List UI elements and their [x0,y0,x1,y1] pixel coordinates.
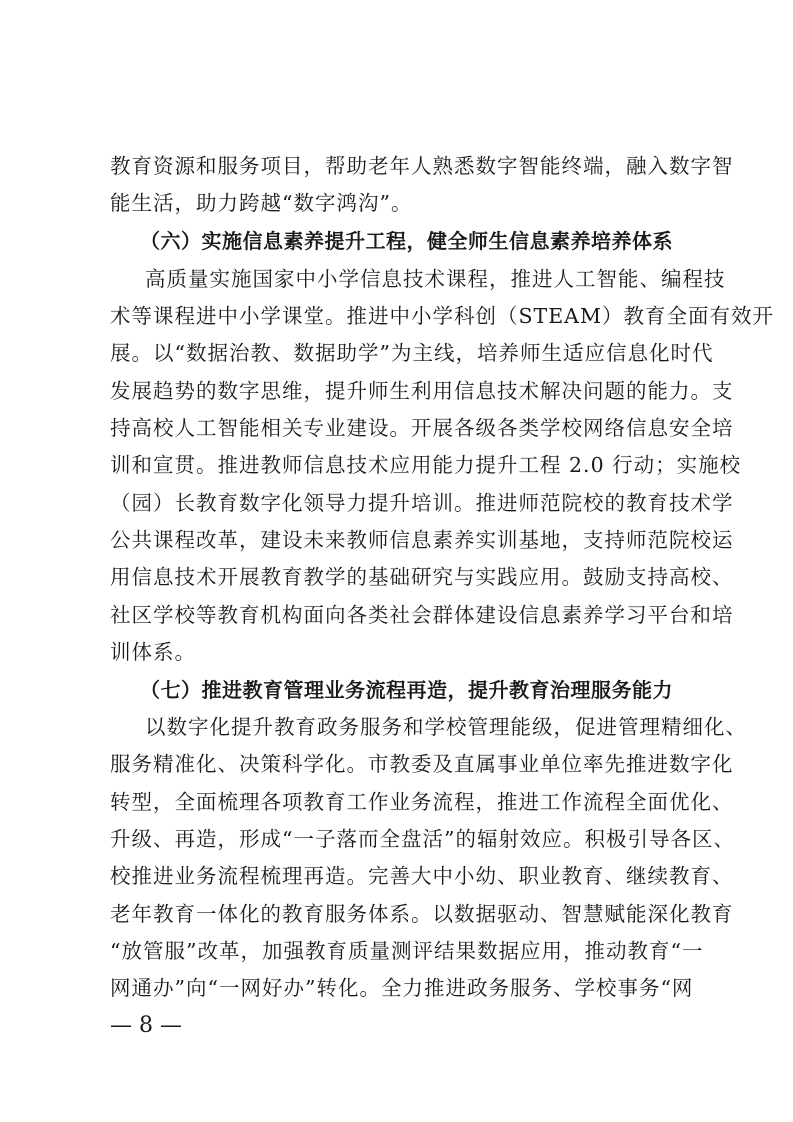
section-7-line: 服务精准化、决策科学化。市教委及直属事业单位率先推进数字化 [110,752,734,776]
section-7-line: “放管服”改革，加强教育质量测评结果数据应用，推动教育“一 [110,939,704,963]
section-6-line: 持高校人工智能相关专业建设。开展各级各类学校网络信息安全培 [110,416,734,440]
page-number: — 8 — [110,1013,182,1038]
section-7-line: 升级、再造，形成“一子落而全盘活”的辐射效应。积极引导各区、 [110,827,735,851]
section-6-line: 社区学校等教育机构面向各类社会群体建设信息素养学习平台和培 [110,603,734,627]
section-6-line: 展。以“数据治教、数据助学”为主线，培养师生适应信息化时代 [110,341,714,365]
section-6-line: 训体系。 [110,640,196,664]
intro-line: 教育资源和服务项目，帮助老年人熟悉数字智能终端，融入数字智 [110,154,734,178]
section-6-line: 公共课程改革，建设未来教师信息素养实训基地，支持师范院校运 [110,528,734,552]
section-6-line: 术等课程进中小学课堂。推进中小学科创（STEAM）教育全面有效开 [110,304,774,328]
section-6-heading: （六）实施信息素养提升工程，健全师生信息素养培养体系 [140,229,673,253]
intro-line: 能生活，助力跨越“数字鸿沟”。 [110,191,413,215]
section-6-line: 高质量实施国家中小学信息技术课程，推进人工智能、编程技 [145,267,726,291]
section-7-line: 校推进业务流程梳理再造。完善大中小幼、职业教育、继续教育、 [110,864,734,888]
section-7-line: 转型，全面梳理各项教育工作业务流程，推进工作流程全面优化、 [110,790,734,814]
section-6-line: 发展趋势的数字思维，提升师生利用信息技术解决问题的能力。支 [110,379,734,403]
section-7-line: 以数字化提升教育政务服务和学校管理能级，促进管理精细化、 [145,715,747,739]
section-6-line: 训和宣贯。推进教师信息技术应用能力提升工程 2.0 行动；实施校 [110,453,742,477]
section-7-line: 老年教育一体化的教育服务体系。以数据驱动、智慧赋能深化教育 [110,902,734,926]
section-7-heading: （七）推进教育管理业务流程再造，提升教育治理服务能力 [140,678,673,702]
section-6-line: （园）长教育数字化领导力提升培训。推进师范院校的教育技术学 [110,491,734,515]
section-6-line: 用信息技术开展教育教学的基础研究与实践应用。鼓励支持高校、 [110,565,734,589]
section-7-line: 网通办”向“一网好办”转化。全力推进政务服务、学校事务“网 [110,976,694,1000]
